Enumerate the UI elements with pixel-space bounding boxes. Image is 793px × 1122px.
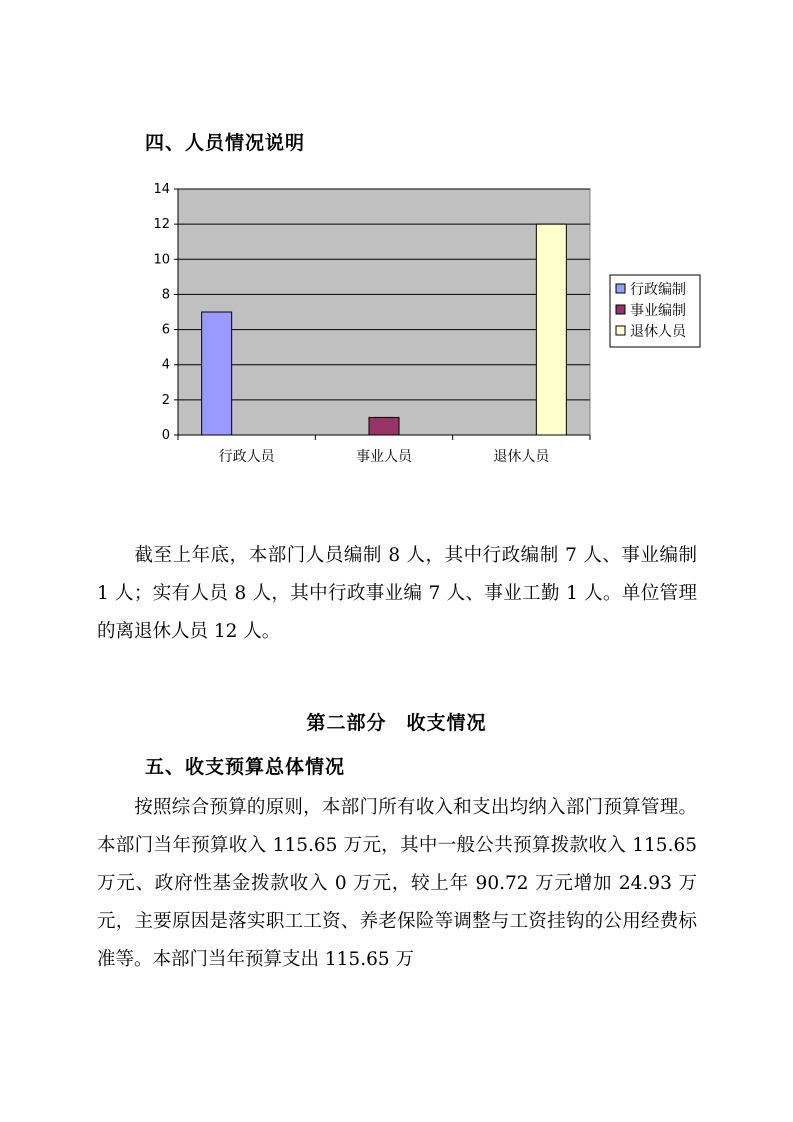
legend-swatch	[616, 305, 625, 314]
legend-label: 行政编制	[630, 282, 686, 298]
part-title: 第二部分 收支情况	[306, 712, 487, 734]
staff-paragraph-text: 截至上年底，本部门人员编制 8 人，其中行政编制 7 人、事业编制 1 人；实有人员 8 人，其中行政事业编 7 人、事业工勤 1 人。单位管理的离退休人员 12 人。	[97, 545, 697, 642]
y-tick-label: 12	[153, 217, 170, 233]
bar	[536, 224, 566, 435]
y-tick-label: 14	[153, 182, 170, 197]
staff-paragraph	[97, 537, 697, 651]
legend-label: 事业编制	[630, 303, 686, 319]
x-tick-label: 退休人员	[493, 449, 550, 465]
legend-label: 退休人员	[630, 324, 686, 340]
y-tick-label: 2	[161, 392, 170, 408]
section-heading-staff: 四、人员情况说明	[145, 132, 306, 154]
plot-area	[178, 189, 590, 435]
budget-paragraph	[97, 789, 697, 979]
bar	[202, 312, 232, 435]
legend-swatch	[616, 284, 625, 293]
y-tick-label: 8	[161, 287, 170, 303]
staff-bar-chart	[140, 175, 710, 475]
y-tick-label: 0	[161, 428, 170, 443]
x-tick-label: 行政人员	[218, 449, 275, 465]
y-tick-label: 10	[153, 252, 170, 268]
bar	[369, 417, 399, 435]
budget-paragraph-text: 按照综合预算的原则，本部门所有收入和支出均纳入部门预算管理。本部门当年预算收入 115.65 万元，其中一般公共预算拨款收入 115.65 万元、政府性基金拨款收入 0 万元，较上年 90.72 万元增加 24.93 万元，主要原因是落实职工工资、养老保险等调整与工资挂钩的公用经费标准等。本部门当年预算支出 115.65 万	[97, 797, 697, 970]
x-tick-label: 事业人员	[356, 449, 412, 465]
legend-swatch	[616, 326, 625, 335]
y-tick-label: 4	[161, 357, 170, 373]
y-tick-label: 6	[161, 322, 170, 338]
section-heading-budget: 五、收支预算总体情况	[145, 756, 346, 778]
